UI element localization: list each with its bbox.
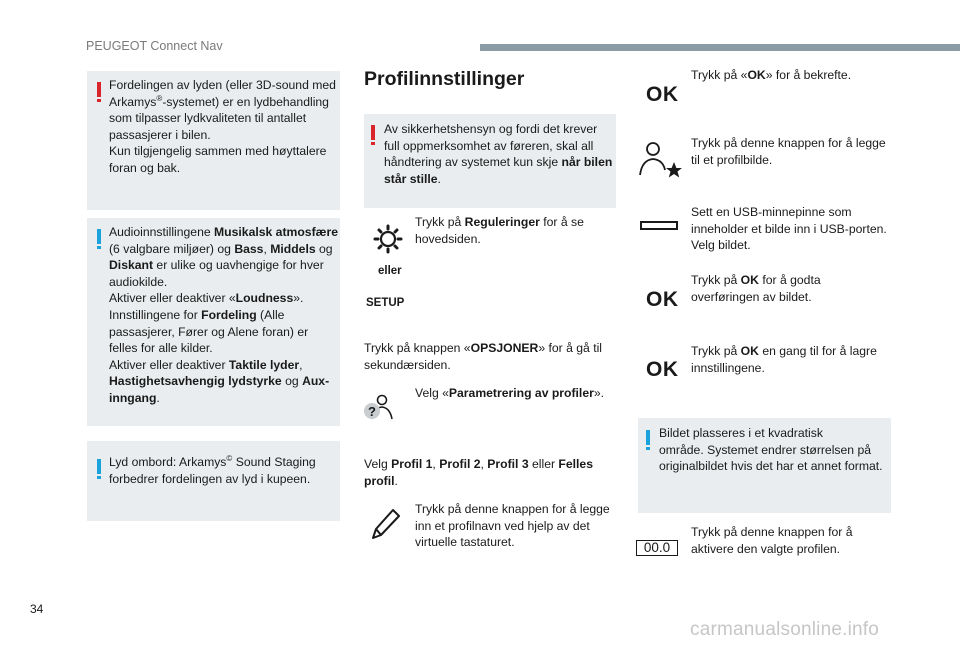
step-options: Trykk på knappen «OPSJONER» for å gå til sekundærsiden. xyxy=(364,341,603,372)
usb-image-bar-icon xyxy=(640,221,678,230)
info-box-image-format xyxy=(638,418,891,513)
note-box-sound-distribution xyxy=(87,71,340,210)
profile-activate-value-box: 00.0 xyxy=(636,540,678,556)
info-text: Bildet plasseres i et kvadratisk område. Systemet endrer størrelsen på originalbildet hvis det har et annet format. xyxy=(659,426,883,474)
ok-button-glyph: OK xyxy=(646,288,679,311)
pencil-icon xyxy=(368,506,402,542)
step-usb: Sett en USB-minnepinne som inneholder et bilde inn i USB-porten. Velg bildet. xyxy=(691,205,887,253)
ok-button-glyph: OK xyxy=(646,358,679,381)
note-text: Fordelingen av lyden (eller 3D-sound med Arkamys®-systemet) er en lydbehandling som tilpasser lydkvaliteten til antallet passasjerer i bilen. Kun tilgjengelig sammen med høyttalere foran og bak. xyxy=(109,78,336,175)
warning-icon xyxy=(97,82,101,97)
watermark: carmanualsonline.info xyxy=(690,619,880,640)
note-text: Audioinnstillingene Musikalsk atmosfære (6 valgbare miljøer) og Bass, Middels og Diskant er ulike og uavhengige for hver audiokilde. Aktiver eller deaktiver «Loudness». Innstillingene for Fordeling (Alle passasjerer, Fører og Alene foran) er felles for alle kilder. Aktiver eller deaktiver Taktile lyder, Hastighetsavhengig lydstyrke og Aux- inngang. xyxy=(109,225,338,405)
running-header: PEUGEOT Connect Nav xyxy=(86,39,223,53)
header-bar xyxy=(480,44,960,51)
step-accept-transfer: Trykk på OK for å godta overføringen av bildet. xyxy=(691,273,821,304)
warning-icon xyxy=(371,125,375,140)
note-box-sound-staging xyxy=(87,441,340,521)
step-activate-profile: Trykk på denne knappen for å aktivere den valgte profilen. xyxy=(691,525,853,556)
step-confirm-ok: Trykk på «OK» for å bekrefte. xyxy=(691,68,852,82)
page-number: 34 xyxy=(30,602,44,616)
info-icon xyxy=(97,229,101,244)
ok-button-glyph: OK xyxy=(646,83,679,106)
step-save-settings: Trykk på OK en gang til for å lagre innstillingene. xyxy=(691,344,877,375)
profile-parameters-icon xyxy=(362,393,394,423)
step-add-picture: Trykk på denne knappen for å legge til et profilbilde. xyxy=(691,136,886,167)
setup-button-label: SETUP xyxy=(366,297,405,309)
note-box-audio-settings xyxy=(87,218,340,426)
step-profile-parameters: Velg «Parametrering av profiler». xyxy=(415,386,605,400)
add-profile-picture-icon xyxy=(638,140,682,178)
warning-box-safety xyxy=(364,114,616,208)
warning-text: Av sikkerhetshensyn og fordi det krever full oppmerksomhet av føreren, skal all håndtering av systemet kun skje når bilen står stille. xyxy=(384,122,613,186)
info-icon xyxy=(97,459,101,474)
step-settings: Trykk på Reguleringer for å se hovedsiden. xyxy=(415,215,584,246)
settings-gear-icon xyxy=(371,222,405,256)
step-select-profile: Velg Profil 1, Profil 2, Profil 3 eller Felles profil. xyxy=(364,457,593,488)
or-label: eller xyxy=(378,265,402,277)
step-profile-name: Trykk på denne knappen for å legge inn et profilnavn ved hjelp av det virtuelle tastaturet. xyxy=(415,502,610,550)
info-icon xyxy=(646,430,650,445)
svg-text:?: ? xyxy=(368,404,376,419)
section-title: Profilinnstillinger xyxy=(364,68,525,90)
note-text: Lyd ombord: Arkamys© Sound Staging forbedrer fordelingen av lyd i kupeen. xyxy=(109,453,316,486)
